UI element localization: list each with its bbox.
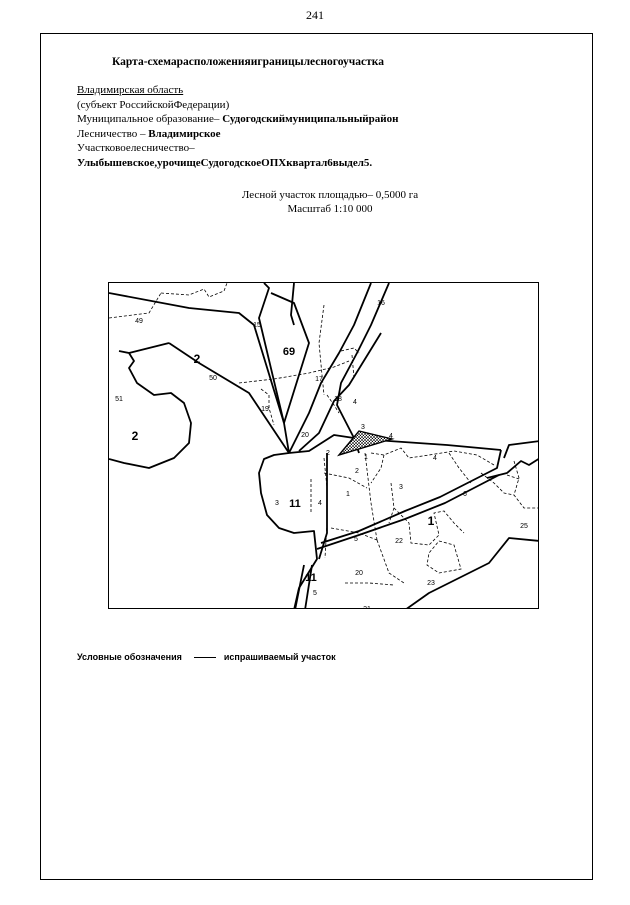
region-note: (субъект РоссийскойФедерации) xyxy=(77,98,230,111)
region-name: Владимирская область xyxy=(77,84,184,96)
map-label: 2 xyxy=(326,450,330,457)
area-block xyxy=(200,188,460,216)
forestry-value: Владимирское xyxy=(148,127,221,140)
district-label: Участковоелесничество– xyxy=(77,142,195,155)
map-label: 50 xyxy=(209,375,217,382)
map-label: 3 xyxy=(361,424,365,431)
map-label: 19 xyxy=(261,406,269,413)
district-value: Улыбышевское,урочищеСудогодскоеОПХквартал6выдел5. xyxy=(77,156,373,169)
map-label: 69 xyxy=(282,346,296,358)
map-label: 3 xyxy=(275,500,279,507)
map-label: 5 xyxy=(313,590,317,597)
map-label: 23 xyxy=(427,580,435,587)
municipal-value: Судогодскиймуниципальныйрайон xyxy=(222,113,399,126)
forestry-prefix: Лесничество – xyxy=(77,127,149,140)
map-label: 4 xyxy=(353,399,357,406)
map-label: 4 xyxy=(389,433,393,440)
map-label: 2 xyxy=(131,429,139,443)
legend xyxy=(77,652,336,662)
scale-text: Масштаб 1:10 000 xyxy=(287,203,373,215)
municipal-line xyxy=(77,112,398,127)
map-label: 3 xyxy=(399,484,403,491)
map-label: 18 xyxy=(334,396,342,403)
map-label: 15 xyxy=(253,322,261,329)
map-label: 1 xyxy=(364,454,368,461)
map-label: 5 xyxy=(354,536,358,543)
map-label: 21 xyxy=(363,606,371,610)
legend-line-symbol xyxy=(194,657,216,658)
map-label: 6 xyxy=(463,491,467,498)
map-label: 51 xyxy=(115,396,123,403)
map-label: 4 xyxy=(318,500,322,507)
forestry-line xyxy=(77,127,398,142)
map-label: 16 xyxy=(377,300,385,307)
municipal-prefix: Муниципальное образование– xyxy=(77,113,223,126)
map-label: 22 xyxy=(395,538,403,545)
map-label: 1 xyxy=(346,491,350,498)
map-label: 20 xyxy=(355,570,363,577)
map-label: 11 xyxy=(289,498,301,510)
map-label: 49 xyxy=(135,318,143,325)
map-drawing xyxy=(109,283,539,609)
requested-parcel xyxy=(339,431,392,455)
map-label: 25 xyxy=(520,523,528,530)
legend-item: испрашиваемый участок xyxy=(223,652,336,662)
map-label: 2 xyxy=(193,352,201,366)
map-label: 11 xyxy=(305,572,317,584)
map-label: 20 xyxy=(301,432,309,439)
area-text: Лесной участок площадью– 0,5000 га xyxy=(241,189,419,201)
map-label: 17 xyxy=(315,376,323,383)
legend-label: Условные обозначения xyxy=(77,652,182,662)
page-number: 241 xyxy=(306,8,324,22)
forest-map xyxy=(108,282,539,609)
map-label: 4 xyxy=(433,455,437,462)
map-label: 1 xyxy=(427,514,435,528)
header-block xyxy=(77,83,398,171)
quarter-boundaries xyxy=(109,283,539,609)
document-title: Карта-схемарасположенияиграницылесногоучастка xyxy=(112,56,384,68)
map-label: 2 xyxy=(355,468,359,475)
